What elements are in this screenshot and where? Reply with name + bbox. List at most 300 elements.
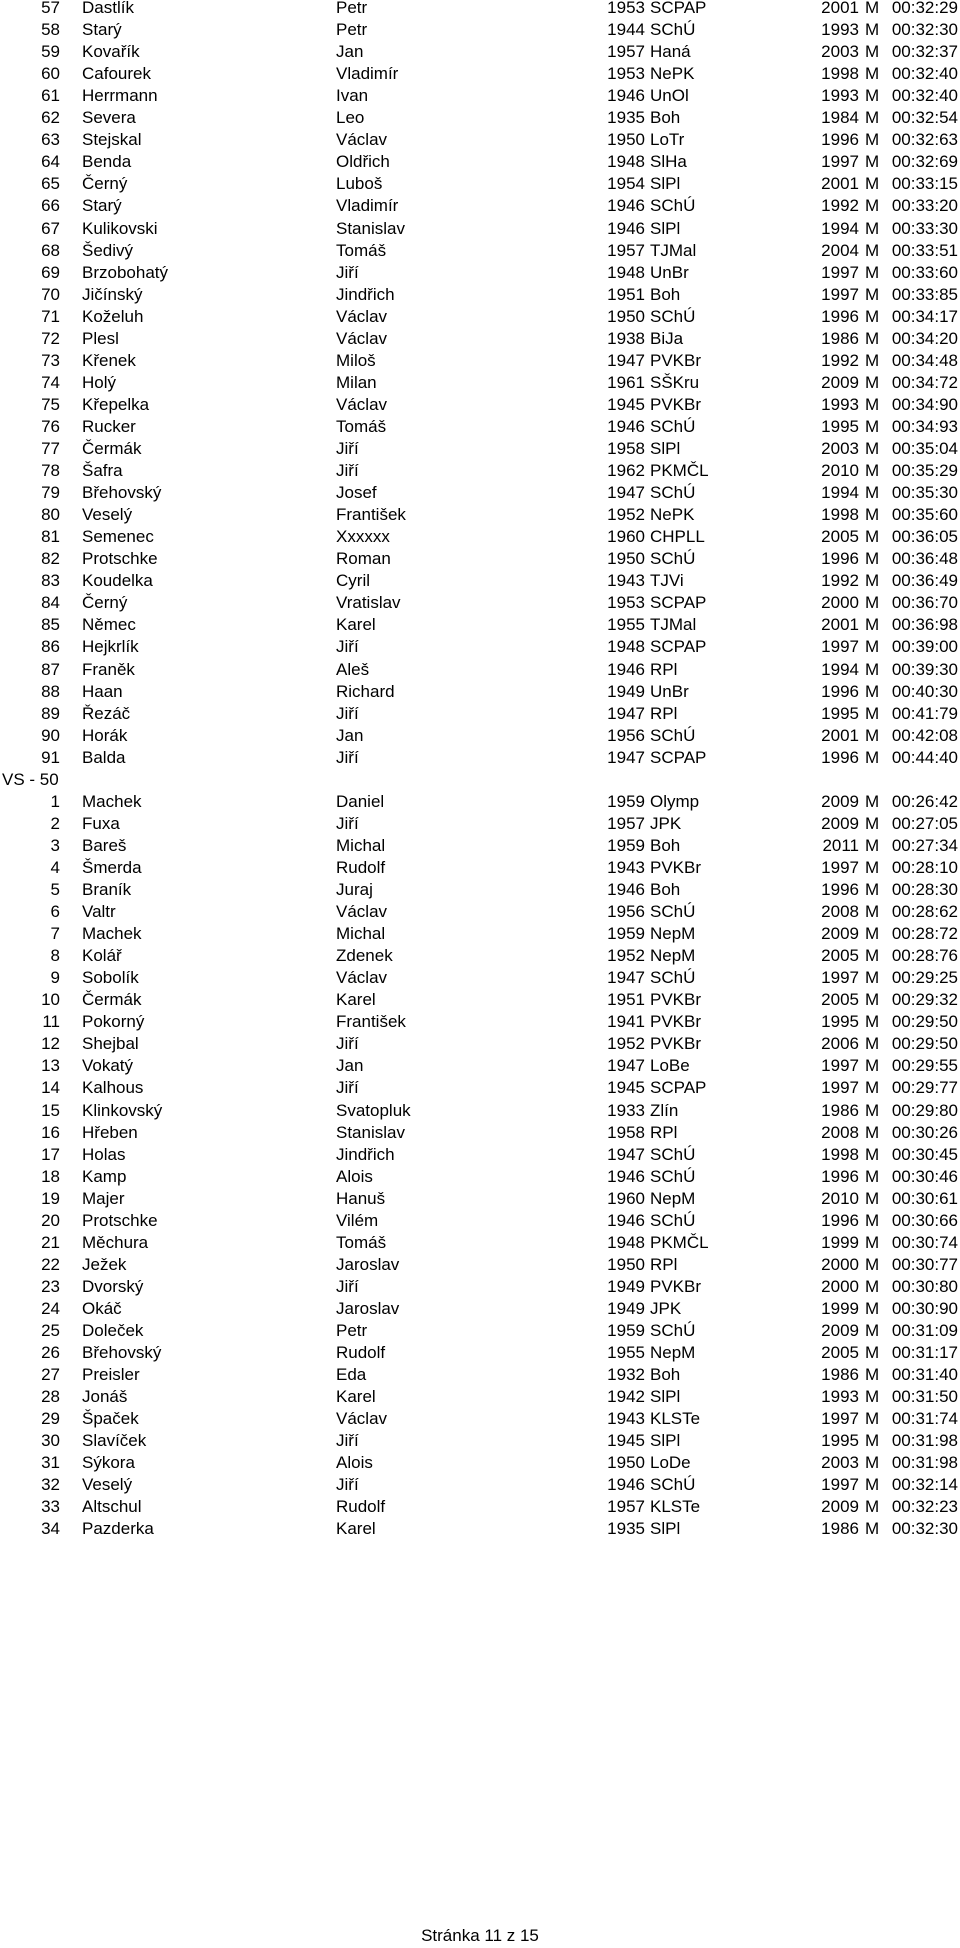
birth-year-cell: 1946 bbox=[607, 86, 645, 106]
record-year-cell: 1995 bbox=[821, 1012, 859, 1032]
record-year-cell: 2005 bbox=[821, 946, 859, 966]
rank-cell: 27 bbox=[41, 1365, 60, 1385]
record-year-cell: 1994 bbox=[821, 659, 859, 679]
time-cell: 00:34:48 bbox=[891, 350, 958, 370]
rank-cell: 78 bbox=[41, 461, 60, 481]
surname-cell: Kalhous bbox=[82, 1078, 144, 1098]
rank-cell: 85 bbox=[41, 615, 60, 635]
sex-cell: M bbox=[865, 372, 880, 392]
birth-year-cell: 1957 bbox=[607, 1497, 645, 1517]
record-year-cell: 1996 bbox=[821, 130, 859, 150]
first-name-cell: Jan bbox=[336, 1056, 364, 1076]
sex-cell: M bbox=[865, 924, 880, 944]
surname-cell: Klinkovský bbox=[82, 1100, 163, 1120]
rank-cell: 6 bbox=[50, 902, 60, 922]
time-cell: 00:33:20 bbox=[891, 196, 958, 216]
rank-cell: 23 bbox=[41, 1276, 60, 1296]
surname-cell: Špaček bbox=[82, 1409, 139, 1429]
sex-cell: M bbox=[865, 813, 880, 833]
birth-year-cell: 1959 bbox=[607, 791, 645, 811]
time-cell: 00:28:30 bbox=[891, 880, 958, 899]
club-cell: KLSTe bbox=[650, 1497, 701, 1517]
rank-cell: 74 bbox=[41, 372, 60, 392]
record-year-cell: 2009 bbox=[821, 813, 859, 833]
first-name-cell: Jan bbox=[336, 42, 364, 62]
club-cell: NepM bbox=[650, 924, 696, 944]
rank-cell: 80 bbox=[41, 505, 60, 525]
birth-year-cell: 1941 bbox=[607, 1012, 645, 1032]
rank-cell: 65 bbox=[41, 174, 60, 194]
rank-cell: 3 bbox=[50, 835, 60, 855]
rank-cell: 57 bbox=[41, 0, 60, 17]
birth-year-cell: 1947 bbox=[607, 703, 645, 723]
record-year-cell: 2011 bbox=[822, 835, 859, 855]
birth-year-cell: 1944 bbox=[607, 20, 645, 40]
club-cell: Boh bbox=[650, 1365, 681, 1385]
surname-cell: Šafra bbox=[82, 461, 123, 481]
record-year-cell: 2005 bbox=[821, 990, 859, 1010]
sex-cell: M bbox=[865, 483, 880, 503]
birth-year-cell: 1943 bbox=[607, 571, 645, 591]
time-cell: 00:31:40 bbox=[891, 1365, 958, 1385]
record-year-cell: 1986 bbox=[821, 1100, 859, 1120]
record-year-cell: 1997 bbox=[821, 1475, 859, 1495]
rank-cell: 86 bbox=[41, 637, 60, 657]
birth-year-cell: 1938 bbox=[607, 328, 645, 348]
time-cell: 00:35:04 bbox=[891, 439, 958, 458]
surname-cell: Řezáč bbox=[82, 703, 131, 723]
sex-cell: M bbox=[865, 240, 880, 260]
time-cell: 00:29:25 bbox=[891, 968, 958, 988]
sex-cell: M bbox=[865, 1210, 880, 1230]
time-cell: 00:27:05 bbox=[891, 813, 958, 833]
rank-cell: 63 bbox=[41, 130, 60, 150]
first-name-cell: Václav bbox=[336, 968, 388, 988]
sex-cell: M bbox=[865, 42, 880, 62]
club-cell: CHPLL bbox=[650, 527, 705, 547]
first-name-cell: Rudolf bbox=[336, 1497, 386, 1517]
first-name-cell: Stanislav bbox=[336, 1122, 405, 1142]
surname-cell: Dvorský bbox=[82, 1276, 144, 1296]
rank-cell: 61 bbox=[41, 86, 60, 106]
rank-cell: 87 bbox=[41, 659, 60, 679]
sex-cell: M bbox=[865, 1034, 880, 1054]
birth-year-cell: 1947 bbox=[607, 350, 645, 370]
record-year-cell: 1994 bbox=[821, 483, 859, 503]
club-cell: SChÚ bbox=[650, 1144, 696, 1164]
rank-cell: 25 bbox=[41, 1321, 60, 1340]
sex-cell: M bbox=[865, 328, 880, 348]
sex-cell: M bbox=[865, 615, 880, 635]
birth-year-cell: 1957 bbox=[607, 813, 645, 833]
surname-cell: Plesl bbox=[82, 328, 119, 348]
surname-cell: Hejkrlík bbox=[82, 637, 139, 657]
rank-cell: 70 bbox=[41, 284, 60, 304]
rank-cell: 15 bbox=[41, 1100, 60, 1120]
rank-cell: 71 bbox=[41, 306, 60, 326]
time-cell: 00:33:51 bbox=[891, 240, 958, 260]
sex-cell: M bbox=[865, 747, 880, 767]
surname-cell: Altschul bbox=[82, 1497, 142, 1517]
birth-year-cell: 1952 bbox=[607, 1034, 645, 1054]
time-cell: 00:31:50 bbox=[891, 1387, 958, 1407]
record-year-cell: 2009 bbox=[821, 791, 859, 811]
rank-cell: 28 bbox=[41, 1387, 60, 1407]
surname-cell: Kamp bbox=[82, 1166, 127, 1186]
time-cell: 00:33:15 bbox=[891, 174, 958, 194]
club-cell: NepM bbox=[650, 1343, 696, 1363]
time-cell: 00:36:05 bbox=[891, 527, 958, 547]
birth-year-cell: 1956 bbox=[607, 725, 645, 745]
record-year-cell: 2005 bbox=[821, 1343, 859, 1363]
club-cell: SlPl bbox=[650, 1387, 681, 1407]
birth-year-cell: 1942 bbox=[607, 1387, 645, 1407]
rank-cell: 16 bbox=[41, 1122, 60, 1142]
rank-cell: 91 bbox=[41, 747, 60, 767]
surname-cell: Rucker bbox=[82, 416, 136, 436]
birth-year-cell: 1950 bbox=[607, 1254, 645, 1274]
birth-year-cell: 1935 bbox=[607, 1519, 645, 1539]
first-name-cell: Petr bbox=[336, 0, 368, 17]
club-cell: UnBr bbox=[650, 681, 689, 701]
first-name-cell: Michal bbox=[336, 835, 386, 855]
surname-cell: Koudelka bbox=[82, 571, 153, 591]
club-cell: SChÚ bbox=[650, 20, 696, 40]
birth-year-cell: 1943 bbox=[607, 857, 645, 877]
birth-year-cell: 1951 bbox=[607, 990, 645, 1010]
record-year-cell: 2001 bbox=[821, 725, 859, 745]
time-cell: 00:33:85 bbox=[891, 284, 958, 304]
surname-cell: Balda bbox=[82, 747, 126, 767]
first-name-cell: Jiří bbox=[336, 461, 359, 481]
time-cell: 00:30:74 bbox=[891, 1232, 958, 1252]
record-year-cell: 2010 bbox=[821, 1188, 859, 1208]
rank-cell: 19 bbox=[41, 1188, 60, 1208]
sex-cell: M bbox=[865, 174, 880, 194]
time-cell: 00:30:90 bbox=[891, 1298, 958, 1318]
time-cell: 00:32:29 bbox=[891, 0, 958, 17]
time-cell: 00:30:66 bbox=[891, 1210, 958, 1230]
club-cell: PVKBr bbox=[650, 1034, 702, 1054]
time-cell: 00:41:79 bbox=[891, 703, 958, 723]
first-name-cell: Tomáš bbox=[336, 240, 387, 260]
birth-year-cell: 1932 bbox=[607, 1365, 645, 1385]
surname-cell: Šmerda bbox=[82, 857, 142, 877]
rank-cell: 33 bbox=[41, 1497, 60, 1517]
club-cell: LoTr bbox=[650, 130, 685, 150]
first-name-cell: Václav bbox=[336, 130, 388, 150]
surname-cell: Slavíček bbox=[82, 1431, 147, 1451]
sex-cell: M bbox=[865, 1012, 880, 1032]
first-name-cell: Jiří bbox=[336, 747, 359, 767]
rank-cell: 7 bbox=[50, 924, 60, 944]
record-year-cell: 2001 bbox=[821, 0, 859, 17]
rank-cell: 64 bbox=[41, 152, 60, 172]
surname-cell: Sobolík bbox=[82, 968, 139, 988]
club-cell: SŠKru bbox=[650, 372, 700, 392]
first-name-cell: Luboš bbox=[336, 174, 383, 194]
surname-cell: Benda bbox=[82, 152, 132, 172]
rank-cell: 17 bbox=[41, 1144, 60, 1164]
birth-year-cell: 1935 bbox=[607, 108, 645, 128]
first-name-cell: Jiří bbox=[336, 1431, 359, 1451]
time-cell: 00:30:45 bbox=[891, 1144, 958, 1164]
first-name-cell: Tomáš bbox=[336, 1232, 387, 1252]
first-name-cell: Jiří bbox=[336, 1475, 359, 1495]
sex-cell: M bbox=[865, 1519, 880, 1539]
sex-cell: M bbox=[865, 416, 880, 436]
time-cell: 00:36:98 bbox=[891, 615, 958, 635]
record-year-cell: 1986 bbox=[821, 328, 859, 348]
record-year-cell: 2003 bbox=[821, 1453, 859, 1473]
first-name-cell: Jiří bbox=[336, 1078, 359, 1098]
birth-year-cell: 1933 bbox=[607, 1100, 645, 1120]
surname-cell: Braník bbox=[82, 880, 132, 899]
sex-cell: M bbox=[865, 549, 880, 569]
time-cell: 00:32:37 bbox=[891, 42, 958, 62]
rank-cell: 22 bbox=[41, 1254, 60, 1274]
time-cell: 00:35:30 bbox=[891, 483, 958, 503]
club-cell: PKMČL bbox=[650, 461, 709, 481]
time-cell: 00:28:72 bbox=[891, 924, 958, 944]
time-cell: 00:32:30 bbox=[891, 1519, 958, 1539]
record-year-cell: 1996 bbox=[821, 1210, 859, 1230]
record-year-cell: 1992 bbox=[821, 350, 859, 370]
first-name-cell: Eda bbox=[336, 1365, 367, 1385]
record-year-cell: 2009 bbox=[821, 924, 859, 944]
first-name-cell: Miloš bbox=[336, 350, 376, 370]
birth-year-cell: 1958 bbox=[607, 439, 645, 458]
sex-cell: M bbox=[865, 0, 880, 17]
rank-cell: 66 bbox=[41, 196, 60, 216]
rank-cell: 5 bbox=[50, 880, 60, 899]
sex-cell: M bbox=[865, 902, 880, 922]
birth-year-cell: 1951 bbox=[607, 284, 645, 304]
sex-cell: M bbox=[865, 1453, 880, 1473]
sex-cell: M bbox=[865, 1166, 880, 1186]
club-cell: SChÚ bbox=[650, 416, 696, 436]
category-heading: VS - 50 bbox=[2, 769, 59, 789]
rank-cell: 31 bbox=[41, 1453, 60, 1473]
time-cell: 00:44:40 bbox=[891, 747, 958, 767]
rank-cell: 30 bbox=[41, 1431, 60, 1451]
birth-year-cell: 1960 bbox=[607, 527, 645, 547]
sex-cell: M bbox=[865, 681, 880, 701]
time-cell: 00:31:09 bbox=[891, 1321, 958, 1340]
club-cell: SChÚ bbox=[650, 1166, 696, 1186]
birth-year-cell: 1952 bbox=[607, 505, 645, 525]
rank-cell: 18 bbox=[41, 1166, 60, 1186]
surname-cell: Křepelka bbox=[82, 394, 150, 414]
record-year-cell: 1995 bbox=[821, 1431, 859, 1451]
surname-cell: Stejskal bbox=[82, 130, 142, 150]
time-cell: 00:32:54 bbox=[891, 108, 958, 128]
club-cell: SChÚ bbox=[650, 1210, 696, 1230]
birth-year-cell: 1947 bbox=[607, 1056, 645, 1076]
sex-cell: M bbox=[865, 1298, 880, 1318]
sex-cell: M bbox=[865, 1254, 880, 1274]
time-cell: 00:31:17 bbox=[891, 1343, 958, 1363]
surname-cell: Černý bbox=[82, 593, 128, 613]
rank-cell: 90 bbox=[41, 725, 60, 745]
first-name-cell: Milan bbox=[336, 372, 377, 392]
rank-cell: 58 bbox=[41, 20, 60, 40]
first-name-cell: Vilém bbox=[336, 1210, 379, 1230]
club-cell: KLSTe bbox=[650, 1409, 701, 1429]
birth-year-cell: 1948 bbox=[607, 637, 645, 657]
club-cell: SChÚ bbox=[650, 1475, 696, 1495]
first-name-cell: Daniel bbox=[336, 791, 385, 811]
time-cell: 00:36:48 bbox=[891, 549, 958, 569]
surname-cell: Severa bbox=[82, 108, 136, 128]
first-name-cell: Juraj bbox=[336, 880, 373, 899]
record-year-cell: 1984 bbox=[821, 108, 859, 128]
time-cell: 00:32:14 bbox=[891, 1475, 958, 1495]
club-cell: PVKBr bbox=[650, 394, 702, 414]
club-cell: SChÚ bbox=[650, 902, 696, 922]
time-cell: 00:29:50 bbox=[891, 1034, 958, 1054]
club-cell: SChÚ bbox=[650, 549, 696, 569]
birth-year-cell: 1946 bbox=[607, 659, 645, 679]
sex-cell: M bbox=[865, 86, 880, 106]
club-cell: LoDe bbox=[650, 1453, 691, 1473]
birth-year-cell: 1949 bbox=[607, 681, 645, 701]
record-year-cell: 1986 bbox=[821, 1365, 859, 1385]
first-name-cell: Rudolf bbox=[336, 857, 386, 877]
birth-year-cell: 1947 bbox=[607, 1144, 645, 1164]
surname-cell: Pokorný bbox=[82, 1012, 145, 1032]
club-cell: RPl bbox=[650, 659, 678, 679]
surname-cell: Cafourek bbox=[82, 64, 151, 84]
surname-cell: Fuxa bbox=[82, 813, 120, 833]
birth-year-cell: 1958 bbox=[607, 1122, 645, 1142]
sex-cell: M bbox=[865, 262, 880, 282]
club-cell: SlPl bbox=[650, 1519, 681, 1539]
sex-cell: M bbox=[865, 152, 880, 172]
rank-cell: 12 bbox=[41, 1034, 60, 1054]
birth-year-cell: 1957 bbox=[607, 240, 645, 260]
surname-cell: Holý bbox=[82, 372, 117, 392]
time-cell: 00:26:42 bbox=[891, 791, 958, 811]
record-year-cell: 1996 bbox=[821, 747, 859, 767]
club-cell: Haná bbox=[650, 42, 691, 62]
surname-cell: Horák bbox=[82, 725, 128, 745]
surname-cell: Kolář bbox=[82, 946, 122, 966]
time-cell: 00:29:77 bbox=[891, 1078, 958, 1098]
surname-cell: Veselý bbox=[82, 1475, 133, 1495]
club-cell: SChÚ bbox=[650, 968, 696, 988]
sex-cell: M bbox=[865, 1122, 880, 1142]
birth-year-cell: 1957 bbox=[607, 42, 645, 62]
club-cell: Boh bbox=[650, 108, 681, 128]
first-name-cell: Hanuš bbox=[336, 1188, 386, 1208]
time-cell: 00:35:60 bbox=[891, 505, 958, 525]
sex-cell: M bbox=[865, 439, 880, 458]
surname-cell: Starý bbox=[82, 196, 122, 216]
first-name-cell: Václav bbox=[336, 306, 388, 326]
record-year-cell: 1992 bbox=[821, 571, 859, 591]
club-cell: SChÚ bbox=[650, 196, 696, 216]
birth-year-cell: 1946 bbox=[607, 196, 645, 216]
record-year-cell: 1998 bbox=[821, 1144, 859, 1164]
rank-cell: 67 bbox=[41, 218, 60, 238]
rank-cell: 24 bbox=[41, 1298, 60, 1318]
record-year-cell: 1996 bbox=[821, 549, 859, 569]
club-cell: SlPl bbox=[650, 1431, 681, 1451]
club-cell: RPl bbox=[650, 1122, 678, 1142]
record-year-cell: 1997 bbox=[821, 1078, 859, 1098]
club-cell: NePK bbox=[650, 505, 695, 525]
club-cell: SChÚ bbox=[650, 725, 696, 745]
club-cell: LoBe bbox=[650, 1056, 690, 1076]
birth-year-cell: 1952 bbox=[607, 946, 645, 966]
sex-cell: M bbox=[865, 835, 880, 855]
page-footer: Stránka 11 z 15 bbox=[421, 1926, 539, 1945]
surname-cell: Okáč bbox=[82, 1298, 122, 1318]
first-name-cell: Jaroslav bbox=[336, 1298, 400, 1318]
surname-cell: Břehovský bbox=[82, 1343, 162, 1363]
time-cell: 00:28:62 bbox=[891, 902, 958, 922]
birth-year-cell: 1946 bbox=[607, 1475, 645, 1495]
surname-cell: Jonáš bbox=[82, 1387, 128, 1407]
surname-cell: Čermák bbox=[82, 439, 142, 458]
surname-cell: Sýkora bbox=[82, 1453, 135, 1473]
first-name-cell: Petr bbox=[336, 1321, 368, 1340]
club-cell: RPl bbox=[650, 703, 678, 723]
surname-cell: Dastlík bbox=[82, 0, 134, 17]
sex-cell: M bbox=[865, 1365, 880, 1385]
sex-cell: M bbox=[865, 1078, 880, 1098]
surname-cell: Machek bbox=[82, 791, 142, 811]
sex-cell: M bbox=[865, 880, 880, 899]
time-cell: 00:33:60 bbox=[891, 262, 958, 282]
sex-cell: M bbox=[865, 64, 880, 84]
rank-cell: 10 bbox=[41, 990, 60, 1010]
first-name-cell: Václav bbox=[336, 1409, 388, 1429]
record-year-cell: 2009 bbox=[821, 1321, 859, 1340]
time-cell: 00:28:76 bbox=[891, 946, 958, 966]
rank-cell: 77 bbox=[41, 439, 60, 458]
table-row bbox=[0, 749, 960, 776]
birth-year-cell: 1953 bbox=[607, 593, 645, 613]
surname-cell: Křenek bbox=[82, 350, 136, 370]
sex-cell: M bbox=[865, 130, 880, 150]
surname-cell: Jičínský bbox=[82, 284, 143, 304]
record-year-cell: 1993 bbox=[821, 86, 859, 106]
birth-year-cell: 1948 bbox=[607, 1232, 645, 1252]
first-name-cell: Vratislav bbox=[336, 593, 401, 613]
first-name-cell: Vladimír bbox=[336, 64, 399, 84]
sex-cell: M bbox=[865, 968, 880, 988]
surname-cell: Šedivý bbox=[82, 240, 134, 260]
record-year-cell: 1995 bbox=[821, 703, 859, 723]
time-cell: 00:42:08 bbox=[891, 725, 958, 745]
sex-cell: M bbox=[865, 1276, 880, 1296]
surname-cell: Majer bbox=[82, 1188, 125, 1208]
record-year-cell: 1993 bbox=[821, 394, 859, 414]
first-name-cell: Jindřich bbox=[336, 1144, 395, 1164]
birth-year-cell: 1954 bbox=[607, 174, 645, 194]
sex-cell: M bbox=[865, 527, 880, 547]
sex-cell: M bbox=[865, 284, 880, 304]
time-cell: 00:29:32 bbox=[891, 990, 958, 1010]
birth-year-cell: 1961 bbox=[607, 372, 645, 392]
table-row bbox=[0, 1520, 960, 1547]
record-year-cell: 1997 bbox=[821, 1409, 859, 1429]
rank-cell: 34 bbox=[41, 1519, 60, 1539]
first-name-cell: Jiří bbox=[336, 1034, 359, 1054]
first-name-cell: Aleš bbox=[336, 659, 370, 679]
